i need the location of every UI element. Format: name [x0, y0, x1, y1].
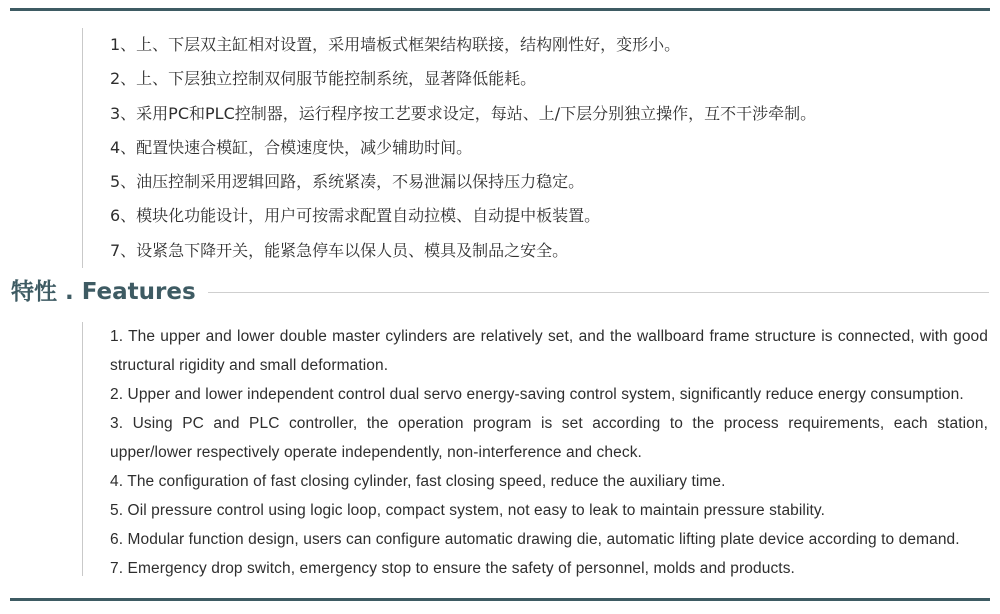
chinese-features-list — [83, 28, 988, 268]
cn-feature-item: 1、上、下层双主缸相对设置，采用墙板式框架结构联接，结构刚性好，变形小。 — [110, 35, 681, 54]
cn-feature-item: 6、模块化功能设计，用户可按需求配置自动拉模、自动提中板装置。 — [110, 206, 601, 226]
cn-feature-item: 5、油压控制采用逻辑回路，系统紧凑，不易泄漏以保持压力稳定。 — [110, 172, 585, 192]
section-title: 特性 . Features — [11, 276, 208, 308]
cn-feature-item: 7、设紧急下降开关，能紧急停车以保人员、模具及制品之安全。 — [110, 240, 569, 260]
features-section-heading — [11, 276, 989, 308]
english-features-list — [83, 322, 988, 583]
bottom-divider — [10, 598, 990, 601]
en-feature-item: 4. The configuration of fast closing cylinder, fast closing speed, reduce the auxiliary time. — [110, 473, 726, 490]
chinese-features-block — [82, 28, 988, 268]
cn-feature-item: 2、上、下层独立控制双伺服节能控制系统，显著降低能耗。 — [110, 69, 537, 89]
en-feature-item: 7. Emergency drop switch, emergency stop to ensure the safety of personnel, molds and products. — [110, 560, 795, 577]
top-divider — [10, 8, 990, 11]
en-feature-item: 6. Modular function design, users can configure automatic drawing die, automatic lifting plate device according to demand. — [110, 531, 960, 548]
cn-feature-item: 3、采用PC和PLC控制器，运行程序按工艺要求设定，每站、上/下层分别独立操作，互不干涉牵制。 — [110, 103, 817, 123]
cn-feature-item: 4、配置快速合模缸，合模速度快，减少辅助时间。 — [110, 137, 473, 157]
en-feature-item: 5. Oil pressure control using logic loop, compact system, not easy to leak to maintain pressure stability. — [110, 502, 826, 519]
en-feature-item: 2. Upper and lower independent control dual servo energy-saving control system, significantly reduce energy consumption. — [110, 386, 964, 403]
english-features-block — [82, 322, 988, 576]
en-feature-item: 3. Using PC and PLC controller, the operation program is set according to the process requirements, each station, upper/lower respectively operate independently, non-interference and check. — [110, 415, 988, 461]
en-feature-item: 1. The upper and lower double master cylinders are relatively set, and the wallboard frame structure is connected, with good structural rigidity and small deformation. — [110, 328, 988, 374]
